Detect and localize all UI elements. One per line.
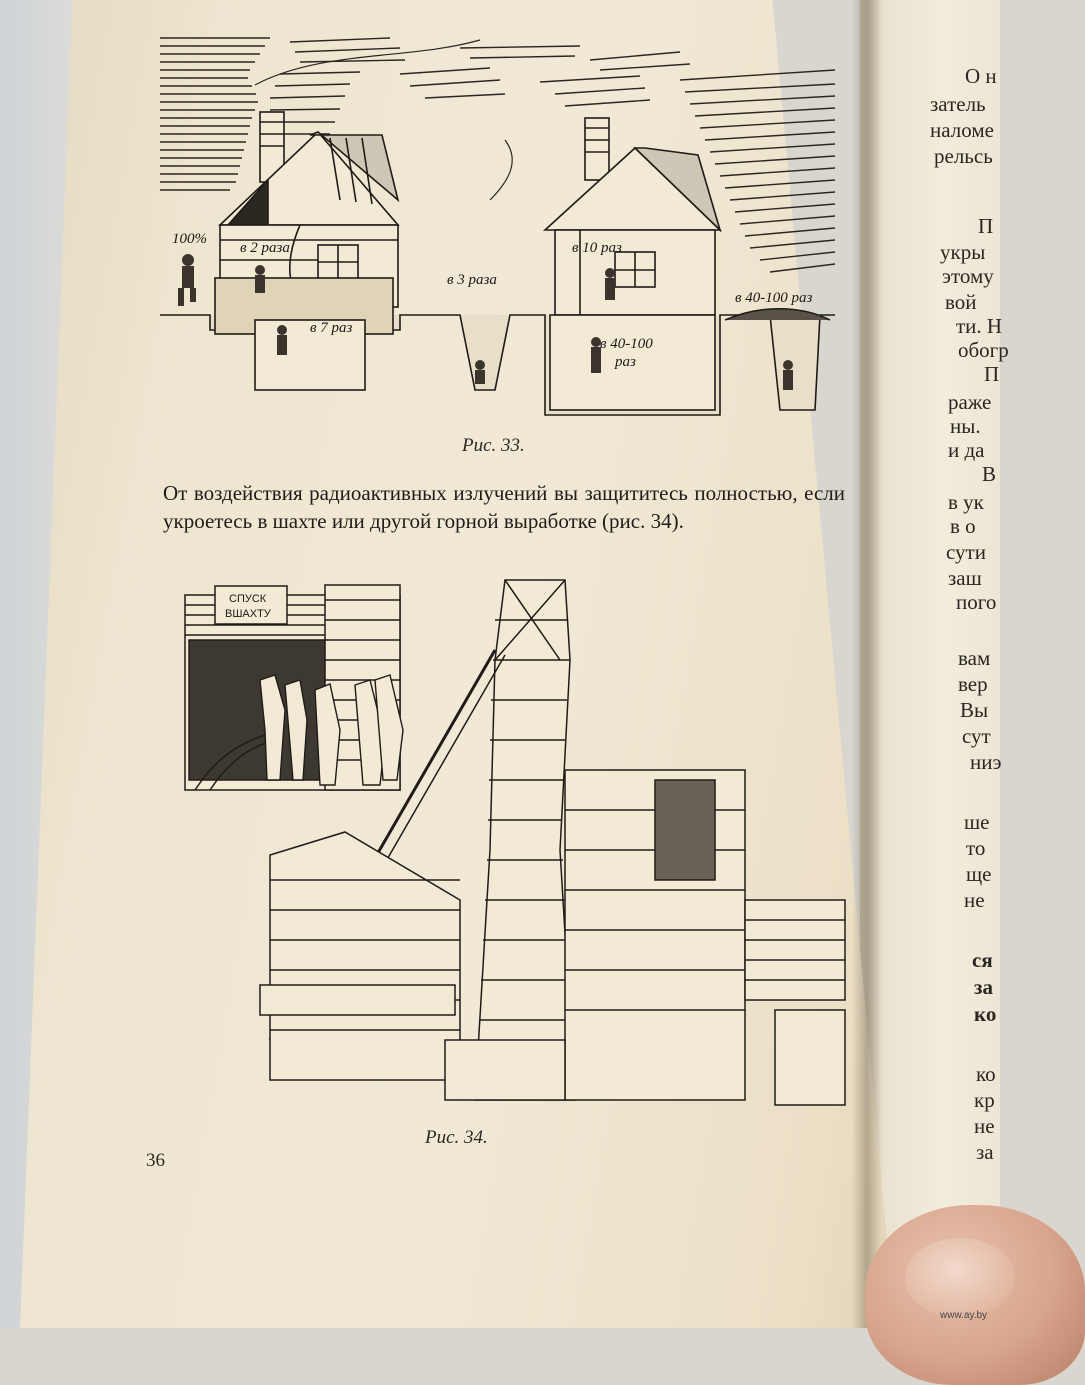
right-line: этому — [942, 264, 994, 288]
label-brick-cellar-line2: раз — [615, 354, 636, 370]
right-line: О н — [965, 64, 997, 88]
ground-and-cellars — [160, 278, 835, 415]
right-line: раже — [948, 390, 992, 414]
book-gutter — [852, 0, 882, 1328]
body-paragraph: От воздействия радиоактивных излучений вы защититесь полностью, если укроетесь в шахте или другой горной выработке (рис. 34). — [163, 481, 845, 533]
right-line: ще — [966, 862, 992, 886]
mine-sign-line2: ВШАХТУ — [225, 608, 271, 620]
label-trench: в 3 раза — [447, 272, 497, 288]
label-brick-cellar-line1: в 40-100 — [600, 336, 653, 352]
right-line: не — [964, 888, 985, 912]
page-number: 36 — [146, 1150, 165, 1171]
right-line: в о — [950, 514, 976, 538]
right-line: пого — [956, 590, 997, 614]
label-street: 100% — [172, 231, 207, 247]
right-line: сути — [946, 540, 986, 564]
mine-sign-line1: СПУСК — [229, 593, 267, 605]
label-brick-room: в 10 раз — [572, 240, 622, 256]
right-line: вам — [958, 646, 991, 670]
right-line: укры — [940, 240, 986, 264]
label-house-room: в 2 раза — [240, 240, 290, 256]
figure-34-illustration — [175, 580, 850, 1125]
right-line: П — [984, 362, 1000, 386]
brick-house — [545, 118, 720, 315]
right-line: ше — [964, 810, 990, 834]
right-line: ниэ — [970, 750, 1002, 774]
right-line: сут — [962, 724, 991, 748]
right-line: П — [978, 214, 994, 238]
right-line: заш — [948, 566, 982, 590]
watermark: www.ay.by — [940, 1310, 988, 1321]
figure-33-caption: Рис. 33. — [462, 435, 525, 456]
right-line: вер — [958, 672, 988, 696]
right-line: не — [974, 1114, 995, 1138]
right-line: обогр — [958, 338, 1009, 362]
right-line: и да — [948, 438, 985, 462]
right-line: за — [974, 975, 993, 999]
right-line: рельсь — [934, 144, 993, 168]
right-line: Вы — [960, 698, 989, 722]
right-line: кр — [974, 1088, 995, 1112]
figure-33-illustration — [160, 30, 835, 425]
right-line: ко — [976, 1062, 996, 1086]
right-line: ко — [974, 1002, 997, 1026]
label-house-cellar: в 7 раз — [310, 320, 353, 336]
right-line: ны. — [950, 414, 981, 438]
right-line: затель — [930, 92, 986, 116]
right-line: В — [982, 462, 997, 486]
label-covered-trench: в 40-100 раз — [735, 290, 813, 306]
right-line: ся — [972, 948, 993, 972]
thumbnail-nail — [905, 1238, 1015, 1318]
right-line: в ук — [948, 490, 984, 514]
right-line: вой — [945, 290, 977, 314]
figure-34-caption: Рис. 34. — [425, 1127, 488, 1148]
right-line: наломе — [930, 118, 994, 142]
right-line: то — [966, 836, 986, 860]
right-line: ти. Н — [956, 314, 1003, 338]
right-line: за — [976, 1140, 994, 1164]
